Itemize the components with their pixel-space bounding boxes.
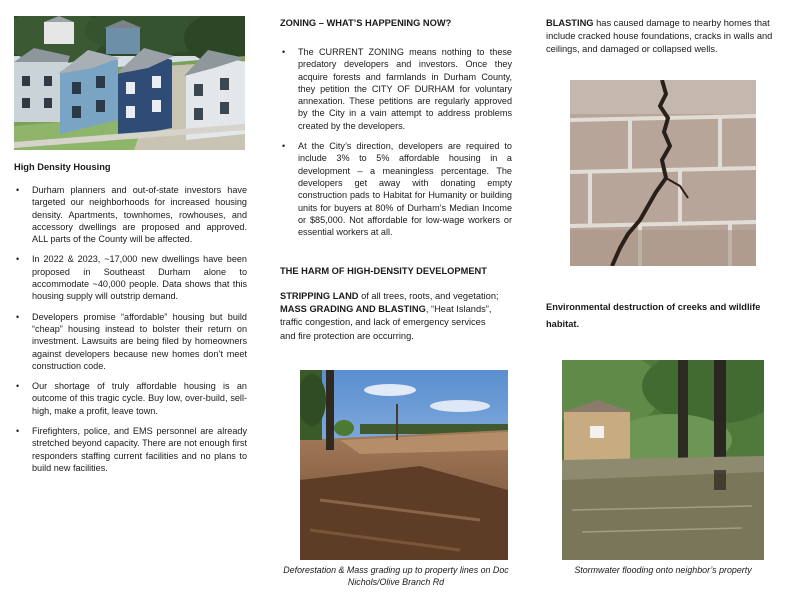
blasting-label: BLASTING xyxy=(546,18,594,28)
list-item: • The CURRENT ZONING means nothing to these predatory developers and investors. Once they acquire forests and farmlands in Durham County, they petition the CITY OF DURHAM for voluntary annexation. These petitions are regularly approved by the City in a vain attempt to address problems created by the developers. xyxy=(280,46,512,132)
stripping-land-text: of all trees, roots, and vegetation; xyxy=(358,291,499,301)
zoning-list xyxy=(280,46,512,238)
environmental-heading: Environmental destruction of creeks and wildlife habitat. xyxy=(546,302,761,329)
blasting-paragraph xyxy=(546,17,780,57)
flooding-caption: Stormwater flooding onto neighbor’s property xyxy=(574,565,752,575)
townhouses-illustration xyxy=(14,16,245,150)
flooding-photo xyxy=(562,360,764,560)
list-item: • Firefighters, police, and EMS personnel are already stretched beyond capacity. There are not enough first responders staffing current facilities and no plans to build new facilities. xyxy=(14,425,247,474)
deforestation-photo xyxy=(300,370,508,560)
list-item: • At the City’s direction, developers are required to include 3% to 5% affordable housing in a development – a meaningless percentage. The developers get away with donating empty construction pads to Habitat for Humanity or building units for buyers at 80% of Durham’s Median Income or $85,000. Not affordable for low-wage workers or essential workers at all. xyxy=(280,140,512,238)
deforestation-caption: Deforestation & Mass grading up to property lines on Doc Nichols/Olive Branch Rd xyxy=(283,565,509,588)
list-item: • Developers promise “affordable” housing but build “cheap” housing instead to bolster their return on investment. Lawsuits are being filed by homeowners against developers because new homes don’t meet construction code. xyxy=(14,311,247,372)
list-item: • Our shortage of truly affordable housing is an outcome of this tragic cycle. Buy low, over-build, sell-high, make a profit, leave town. xyxy=(14,380,247,417)
zoning-heading: ZONING – WHAT’S HAPPENING NOW? xyxy=(280,18,452,28)
harm-paragraph xyxy=(280,290,502,343)
mass-grading-label: MASS GRADING AND BLASTING xyxy=(280,304,426,315)
high-density-heading: High Density Housing xyxy=(14,162,111,172)
crack-illustration xyxy=(570,80,756,266)
list-item: • In 2022 & 2023, ~17,000 new dwellings have been proposed in Southeast Durham alone to accommodate ~40,000 people. Data shows that this housing supply will outstrip demand. xyxy=(14,253,247,302)
deforestation-illustration xyxy=(300,370,508,560)
mass-grading-text: , “Heat Islands”, traffic congestion, and lack of emergency services and fire protection are occurring. xyxy=(280,304,492,341)
harm-heading: THE HARM OF HIGH-DENSITY DEVELOPMENT xyxy=(280,266,487,276)
townhouses-photo xyxy=(14,16,245,150)
high-density-list xyxy=(14,184,247,474)
foundation-crack-photo xyxy=(570,80,756,266)
stripping-land-label: STRIPPING LAND xyxy=(280,291,359,301)
flooding-illustration xyxy=(562,360,764,560)
blasting-text: has caused damage to nearby homes that include cracked house foundations, cracks in walls and ceilings, and damaged or collapsed wells. xyxy=(546,18,773,55)
list-item: • Durham planners and out-of-state investors have targeted our neighborhoods for increased housing density. Apartments, townhomes, rowhouses, and accessory dwellings are proposed and approved. ALL parts of the County will be affected. xyxy=(14,184,247,245)
